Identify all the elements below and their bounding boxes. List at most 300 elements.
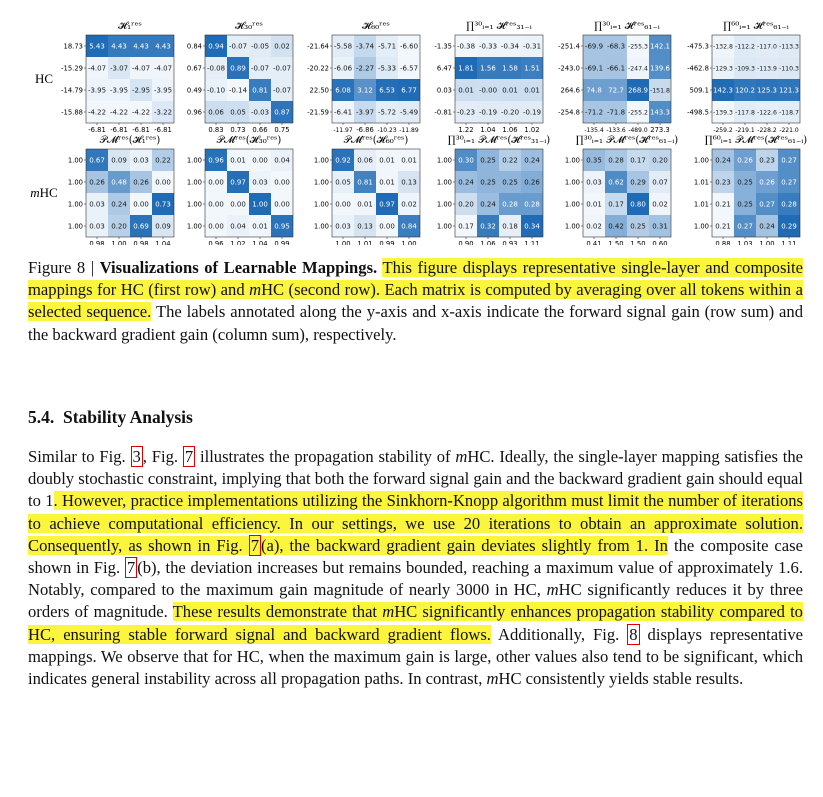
row-sum-label: 1.00 <box>564 156 580 165</box>
row-sum-label: -462.8 <box>687 64 709 73</box>
col-sum-label: 1.00 <box>759 240 775 245</box>
col-sum-label: 1.50 <box>608 240 624 245</box>
cell-value: 0.80 <box>630 200 646 209</box>
fig-ref-3[interactable]: 3 <box>132 447 141 466</box>
cell-value: 0.05 <box>335 178 351 187</box>
row-sum-label: -254.8 <box>558 108 580 117</box>
row-sum-label: 1.00 <box>436 178 452 187</box>
cell-value: 5.43 <box>89 42 105 51</box>
cell-value: 0.01 <box>586 200 602 209</box>
cell-value: 4.43 <box>111 42 127 51</box>
cell-value: -69.1 <box>584 64 604 73</box>
cell-value: 0.00 <box>133 200 149 209</box>
cell-value: -0.07 <box>250 64 270 73</box>
cell-value: 0.73 <box>155 200 171 209</box>
col-sum-label: 0.93 <box>502 240 518 245</box>
col-sum-label: 0.99 <box>379 240 395 245</box>
cell-value: -3.07 <box>109 64 129 73</box>
cell-value: 268.9 <box>627 86 649 95</box>
row-sum-label: 1.00 <box>564 200 580 209</box>
section-title: Stability Analysis <box>63 407 193 427</box>
col-sum-label: -11.89 <box>399 127 419 134</box>
row-sum-label: 0.49 <box>186 86 202 95</box>
cell-value: 6.77 <box>401 86 417 95</box>
body-text: Additionally, Fig. <box>490 624 628 644</box>
cell-value: 0.97 <box>379 200 395 209</box>
body-m: m <box>455 447 468 466</box>
col-sum-label: 1.06 <box>502 126 518 134</box>
panel-title: 𝒫𝓜ʳᵉˢ(𝓗₆₀ʳᵉˢ) <box>343 135 409 146</box>
cell-value: 0.17 <box>608 200 624 209</box>
cell-value: 4.43 <box>155 42 171 51</box>
col-sum-label: -10.23 <box>377 127 397 134</box>
cell-value: 0.00 <box>252 156 268 165</box>
cell-value: -0.05 <box>250 42 270 51</box>
cell-value: -0.31 <box>522 42 542 51</box>
col-sum-label: 0.60 <box>652 240 668 245</box>
cell-value: 0.96 <box>208 156 224 165</box>
cell-value: -4.07 <box>153 64 173 73</box>
cell-value: 1.51 <box>524 64 540 73</box>
cell-value: 0.26 <box>89 178 105 187</box>
caption-rest: The labels annotated along the y-axis and x-axis indicate the forward signal gain (row sum) and the backward gradient gain (column sum), respectively. <box>28 302 804 344</box>
row-sum-label: 1.00 <box>313 178 329 187</box>
row-sum-label: 1.00 <box>436 200 452 209</box>
fig-ref-7[interactable]: 7 <box>184 447 194 466</box>
cell-value: 0.28 <box>524 200 540 209</box>
caption-m: m <box>249 280 262 300</box>
cell-value: 0.94 <box>208 42 224 51</box>
col-sum-label: 1.00 <box>111 240 127 245</box>
cell-value: 0.03 <box>252 178 268 187</box>
cell-value: 0.17 <box>630 156 646 165</box>
cell-value: 0.03 <box>133 156 149 165</box>
col-sum-label: -228.2 <box>757 127 777 134</box>
col-sum-label: 1.00 <box>401 240 417 245</box>
cell-value: -129.3 <box>713 65 733 73</box>
col-sum-label: -6.81 <box>88 126 106 134</box>
panel-title: 𝓗₆₀ʳᵉˢ <box>362 21 390 32</box>
cell-value: 0.81 <box>357 178 373 187</box>
panel-title: 𝒫𝓜ʳᵉˢ(𝓗₁ʳᵉˢ) <box>99 135 161 146</box>
row-sum-label: 22.50 <box>309 86 329 95</box>
cell-value: 0.25 <box>502 178 518 187</box>
cell-value: 74.8 <box>586 86 602 95</box>
cell-value: -5.49 <box>399 108 419 117</box>
cell-value: 0.23 <box>759 156 775 165</box>
cell-value: 0.24 <box>759 222 775 231</box>
cell-value: 72.7 <box>608 86 624 95</box>
cell-value: 0.00 <box>274 178 290 187</box>
cell-value: 0.01 <box>401 156 417 165</box>
body-text: illustrates the propagation stability of <box>195 447 456 466</box>
cell-value: 1.56 <box>480 64 496 73</box>
cell-value: 0.00 <box>208 222 224 231</box>
cell-value: 142.1 <box>649 42 671 51</box>
row-sum-label: 264.6 <box>560 86 580 95</box>
cell-value: -69.9 <box>584 42 604 51</box>
cell-value: -0.00 <box>478 86 498 95</box>
caption-label: Figure 8 | <box>28 258 95 277</box>
col-sum-label: 1.03 <box>737 240 753 245</box>
cell-value: 0.13 <box>401 178 417 187</box>
row-sum-label: -21.64 <box>307 42 329 51</box>
row-sum-label: -243.0 <box>558 64 580 73</box>
cell-value: 0.28 <box>781 200 797 209</box>
cell-value: 0.09 <box>111 156 127 165</box>
cell-value: -0.10 <box>206 86 226 95</box>
row-sum-label: 1.01 <box>693 178 709 187</box>
body-text: , Fig. <box>142 447 183 466</box>
cell-value: 0.01 <box>524 86 540 95</box>
col-sum-label: 1.11 <box>524 240 540 245</box>
col-sum-label: 1.04 <box>480 126 496 134</box>
col-sum-label: -219.1 <box>735 127 755 134</box>
cell-value: -0.03 <box>250 108 270 117</box>
cell-value: -6.57 <box>399 64 419 73</box>
col-sum-label: -135.4 <box>584 127 604 134</box>
cell-value: 0.20 <box>652 156 668 165</box>
cell-value: 0.02 <box>652 200 668 209</box>
body-text: HC. Ideally, the single-layer mapping satisfies the doubly stochastic constraint, implying that both the forward signal gain and the backward gradient gain should equal to 1 <box>28 447 803 511</box>
row-sum-label: -15.88 <box>61 108 83 117</box>
section-number: 5.4. <box>28 407 55 427</box>
cell-value: 0.81 <box>252 86 268 95</box>
cell-value: 0.95 <box>274 222 290 231</box>
body-text: displays representative mappings. We observe that for HC, when the maximum gain is large, other values also tend to be significant, which indicates general instability across all propagation paths. In contrast, <box>28 624 803 689</box>
row-sum-label: -498.5 <box>687 108 709 117</box>
cell-value: -0.34 <box>500 42 520 51</box>
row-sum-label: 1.00 <box>564 178 580 187</box>
row-sum-label: 6.47 <box>436 64 452 73</box>
body-highlight-text: . However, practice implementations utilizing the Sinkhorn-Knopp algorithm must limit the number of iterations to achieve computational efficiency. In our settings, we use 20 iterations to obtain an approximate solution. Consequently, as shown in Fig. <box>28 491 803 555</box>
body-m: m <box>486 669 499 689</box>
col-sum-label: 1.06 <box>480 240 496 245</box>
row-sum-label: 1.00 <box>186 156 202 165</box>
body-m: m <box>546 580 559 600</box>
cell-value: 0.02 <box>586 222 602 231</box>
row-sum-label: 1.00 <box>436 156 452 165</box>
row-sum-label: 1.00 <box>313 200 329 209</box>
cell-value: -6.60 <box>399 42 419 51</box>
cell-value: -3.22 <box>153 108 173 117</box>
cell-value: 121.3 <box>778 86 800 95</box>
fig-ref-7a[interactable]: 7 <box>250 535 259 555</box>
panel-title: ∏³⁰ᵢ₌₁ 𝒫𝓜ʳᵉˢ(𝓗ʳᵉˢ₆₁₋ᵢ) <box>575 135 679 146</box>
cell-value: -113.9 <box>757 65 777 73</box>
cell-value: -3.74 <box>355 42 375 51</box>
cell-value: 142.3 <box>712 86 734 95</box>
cell-value: 0.87 <box>274 108 290 117</box>
cell-value: -255.3 <box>628 43 648 51</box>
cell-value: -71.2 <box>584 108 604 117</box>
cell-value: -132.8 <box>713 43 733 51</box>
cell-value: 0.00 <box>274 200 290 209</box>
row-sum-label: 1.00 <box>67 178 83 187</box>
body-text: HC consistently yields stable results. <box>498 669 744 689</box>
col-sum-label: -6.81 <box>110 126 128 134</box>
cell-value: 0.26 <box>759 178 775 187</box>
cell-value: -66.1 <box>606 64 626 73</box>
body-highlight-text: HC significantly enhances propagation stability compared to HC, ensuring stable forward signal and backward gradient flows. <box>28 602 803 644</box>
panel-title: ∏³⁰ᵢ₌₁ 𝓗ʳᵉˢ₆₁₋ᵢ <box>594 21 660 32</box>
cell-value: 0.27 <box>759 200 775 209</box>
col-sum-label: -11.97 <box>333 127 353 134</box>
cell-value: 0.32 <box>480 222 496 231</box>
cell-value: 0.97 <box>230 178 246 187</box>
row-sum-label: 509.1 <box>689 86 709 95</box>
col-sum-label: -133.6 <box>606 127 626 134</box>
cell-value: 0.17 <box>458 222 474 231</box>
section-heading <box>28 407 193 428</box>
cell-value: 0.03 <box>335 222 351 231</box>
cell-value: -118.7 <box>779 109 799 117</box>
cell-value: 0.21 <box>715 200 731 209</box>
cell-value: 0.67 <box>89 156 105 165</box>
row-sum-label: 1.00 <box>693 222 709 231</box>
cell-value: -0.33 <box>478 42 498 51</box>
col-sum-label: -6.81 <box>132 126 150 134</box>
col-sum-label: 1.11 <box>781 240 797 245</box>
cell-value: 0.18 <box>502 222 518 231</box>
cell-value: 0.42 <box>608 222 624 231</box>
cell-value: 0.30 <box>458 156 474 165</box>
row-sum-label: 1.00 <box>564 222 580 231</box>
cell-value: 0.24 <box>458 178 474 187</box>
row-sum-label: 1.00 <box>67 156 83 165</box>
cell-value: 1.58 <box>502 64 518 73</box>
cell-value: 0.01 <box>357 200 373 209</box>
cell-value: 0.34 <box>524 222 540 231</box>
panel-title: 𝓗₁ʳᵉˢ <box>118 21 142 32</box>
cell-value: 0.69 <box>133 222 149 231</box>
col-sum-label: 1.04 <box>155 240 171 245</box>
cell-value: 0.01 <box>379 156 395 165</box>
cell-value: 3.12 <box>357 86 373 95</box>
cell-value: -0.20 <box>500 108 520 117</box>
body-text: Similar to Fig. <box>28 447 131 466</box>
cell-value: 0.05 <box>230 108 246 117</box>
row-label: mHC <box>30 185 58 200</box>
cell-value: 4.43 <box>133 42 149 51</box>
cell-value: 0.89 <box>230 64 246 73</box>
cell-value: 139.6 <box>649 64 671 73</box>
cell-value: -3.97 <box>355 108 375 117</box>
cell-value: 0.27 <box>737 222 753 231</box>
cell-value: -5.58 <box>333 42 353 51</box>
cell-value: 0.23 <box>715 178 731 187</box>
cell-value: 0.03 <box>89 222 105 231</box>
cell-value: -110.3 <box>779 65 799 73</box>
cell-value: -3.95 <box>87 86 107 95</box>
col-sum-label: -489.0 <box>628 127 648 134</box>
cell-value: 0.28 <box>502 200 518 209</box>
cell-value: -0.19 <box>522 108 542 117</box>
cell-value: 0.25 <box>630 222 646 231</box>
cell-value: 0.26 <box>133 178 149 187</box>
cell-value: -4.07 <box>131 64 151 73</box>
col-sum-label: 0.90 <box>458 240 474 245</box>
cell-value: 0.22 <box>502 156 518 165</box>
cell-value: 120.2 <box>734 86 756 95</box>
cell-value: -0.08 <box>206 64 226 73</box>
cell-value: -255.2 <box>628 109 648 117</box>
cell-value: 0.09 <box>155 222 171 231</box>
cell-value: 0.48 <box>111 178 127 187</box>
panel-title: ∏³⁰ᵢ₌₁ 𝓗ʳᵉˢ₃₁₋ᵢ <box>466 21 532 32</box>
cell-value: 0.00 <box>230 200 246 209</box>
cell-value: -6.06 <box>333 64 353 73</box>
cell-value: -0.19 <box>478 108 498 117</box>
cell-value: -68.3 <box>606 42 626 51</box>
fig-ref-7b[interactable]: 7 <box>126 558 136 578</box>
row-sum-label: -21.59 <box>307 108 329 117</box>
cell-value: -151.8 <box>650 87 670 95</box>
cell-value: 0.62 <box>608 178 624 187</box>
fig-ref-8[interactable]: 8 <box>629 624 638 644</box>
cell-value: 0.13 <box>357 222 373 231</box>
panel-title: 𝒫𝓜ʳᵉˢ(𝓗₃₀ʳᵉˢ) <box>216 135 282 146</box>
cell-value: -0.23 <box>456 108 476 117</box>
cell-value: -3.95 <box>109 86 129 95</box>
cell-value: -4.22 <box>87 108 107 117</box>
cell-value: 0.24 <box>715 156 731 165</box>
cell-value: 0.02 <box>274 42 290 51</box>
cell-value: 0.25 <box>480 178 496 187</box>
cell-value: 0.06 <box>208 108 224 117</box>
cell-value: -5.71 <box>377 42 397 51</box>
cell-value: -0.07 <box>272 64 292 73</box>
panel-title: 𝓗₃₀ʳᵉˢ <box>235 21 263 32</box>
cell-value: 0.01 <box>458 86 474 95</box>
cell-value: 0.25 <box>480 156 496 165</box>
col-sum-label: 1.02 <box>230 240 246 245</box>
row-sum-label: -15.29 <box>61 64 83 73</box>
cell-value: 0.06 <box>357 156 373 165</box>
col-sum-label: 0.96 <box>208 240 224 245</box>
row-sum-label: 0.03 <box>436 86 452 95</box>
row-sum-label: 1.00 <box>313 222 329 231</box>
cell-value: -5.33 <box>377 64 397 73</box>
cell-value: 0.24 <box>111 200 127 209</box>
cell-value: 143.3 <box>649 108 671 117</box>
row-sum-label: 0.67 <box>186 64 202 73</box>
cell-value: -4.22 <box>109 108 129 117</box>
cell-value: -0.14 <box>228 86 248 95</box>
cell-value: -117.0 <box>757 43 777 51</box>
cell-value: -122.6 <box>757 109 777 117</box>
cell-value: -0.38 <box>456 42 476 51</box>
cell-value: 0.26 <box>524 178 540 187</box>
cell-value: -71.8 <box>606 108 626 117</box>
row-sum-label: 1.00 <box>313 156 329 165</box>
cell-value: 0.00 <box>379 222 395 231</box>
cell-value: 0.00 <box>155 178 171 187</box>
cell-value: 0.03 <box>89 200 105 209</box>
row-sum-label: 1.00 <box>186 200 202 209</box>
body-paragraph <box>28 446 803 690</box>
cell-value: 0.92 <box>335 156 351 165</box>
cell-value: 1.00 <box>252 200 268 209</box>
caption-highlight-text-b: HC (second row). Each matrix is computed by averaging over all tokens within a selected sequence. <box>28 280 803 322</box>
col-sum-label: 1.00 <box>335 240 351 245</box>
col-sum-label: 1.22 <box>458 126 474 134</box>
cell-value: 0.01 <box>379 178 395 187</box>
cell-value: 0.29 <box>781 222 797 231</box>
body-text: (b), the deviation increases but remains bounded, reaching a maximum value of approximately 1.6. Notably, compared to the maximum gain magnitude of nearly 3000 in HC, <box>28 558 804 600</box>
col-sum-label: -6.86 <box>356 126 374 134</box>
cell-value: -2.95 <box>131 86 151 95</box>
cell-value: 0.04 <box>230 222 246 231</box>
col-sum-label: -221.0 <box>779 127 799 134</box>
col-sum-label: 0.99 <box>274 240 290 245</box>
row-sum-label: 1.00 <box>693 156 709 165</box>
cell-value: 0.24 <box>480 200 496 209</box>
heatmap-grid <box>0 0 823 245</box>
col-sum-label: 0.66 <box>252 126 268 134</box>
row-sum-label: -475.3 <box>687 42 709 51</box>
cell-value: 1.81 <box>458 64 474 73</box>
col-sum-label: 1.50 <box>630 240 646 245</box>
col-sum-label: 0.83 <box>208 126 224 134</box>
cell-value: -5.72 <box>377 108 397 117</box>
row-sum-label: 1.00 <box>186 178 202 187</box>
col-sum-label: 0.41 <box>586 240 602 245</box>
body-highlight-text: These results demonstrate that <box>172 602 383 622</box>
row-sum-label: 18.73 <box>63 42 83 51</box>
row-sum-label: -0.81 <box>434 108 452 117</box>
panel-title: ∏⁶⁰ᵢ₌₁ 𝒫𝓜ʳᵉˢ(𝓗ʳᵉˢ₆₁₋ᵢ) <box>704 135 808 146</box>
cell-value: 0.29 <box>630 178 646 187</box>
row-sum-label: 1.00 <box>186 222 202 231</box>
cell-value: 0.00 <box>208 178 224 187</box>
cell-value: 0.04 <box>274 156 290 165</box>
row-sum-label: 1.00 <box>67 222 83 231</box>
col-sum-label: 1.01 <box>357 240 373 245</box>
body-highlight-text: (a), the backward gradient gain deviates slightly from 1. In <box>260 535 668 555</box>
row-label: HC <box>34 71 54 86</box>
cell-value: 0.00 <box>335 200 351 209</box>
cell-value: 0.27 <box>781 156 797 165</box>
cell-value: -2.27 <box>355 64 375 73</box>
cell-value: 0.22 <box>155 156 171 165</box>
cell-value: 0.20 <box>111 222 127 231</box>
body-text: the composite case shown in Fig. <box>28 535 803 578</box>
row-sum-label: -14.79 <box>61 86 83 95</box>
cell-value: 0.84 <box>401 222 417 231</box>
cell-value: 0.27 <box>781 178 797 187</box>
cell-value: -6.41 <box>333 108 353 117</box>
figure-caption <box>28 257 803 346</box>
cell-value: 0.25 <box>737 200 753 209</box>
cell-value: 0.20 <box>458 200 474 209</box>
col-sum-label: 0.73 <box>230 126 246 134</box>
row-sum-label: -1.35 <box>434 42 452 51</box>
caption-highlight-text-a: This figure displays representative single-layer and composite mappings for HC (first row) and <box>28 258 803 300</box>
cell-value: 0.26 <box>737 156 753 165</box>
cell-value: -112.2 <box>735 43 755 51</box>
cell-value: 6.53 <box>379 86 395 95</box>
cell-value: 0.24 <box>524 156 540 165</box>
cell-value: 0.28 <box>608 156 624 165</box>
cell-value: -3.95 <box>153 86 173 95</box>
row-sum-label: 1.00 <box>436 222 452 231</box>
row-sum-label: 1.00 <box>67 200 83 209</box>
col-sum-label: 0.98 <box>133 240 149 245</box>
body-text: HC significantly reduces it by three orders of magnitude. <box>28 580 803 622</box>
cell-value: -113.3 <box>779 43 799 51</box>
cell-value: 0.31 <box>652 222 668 231</box>
